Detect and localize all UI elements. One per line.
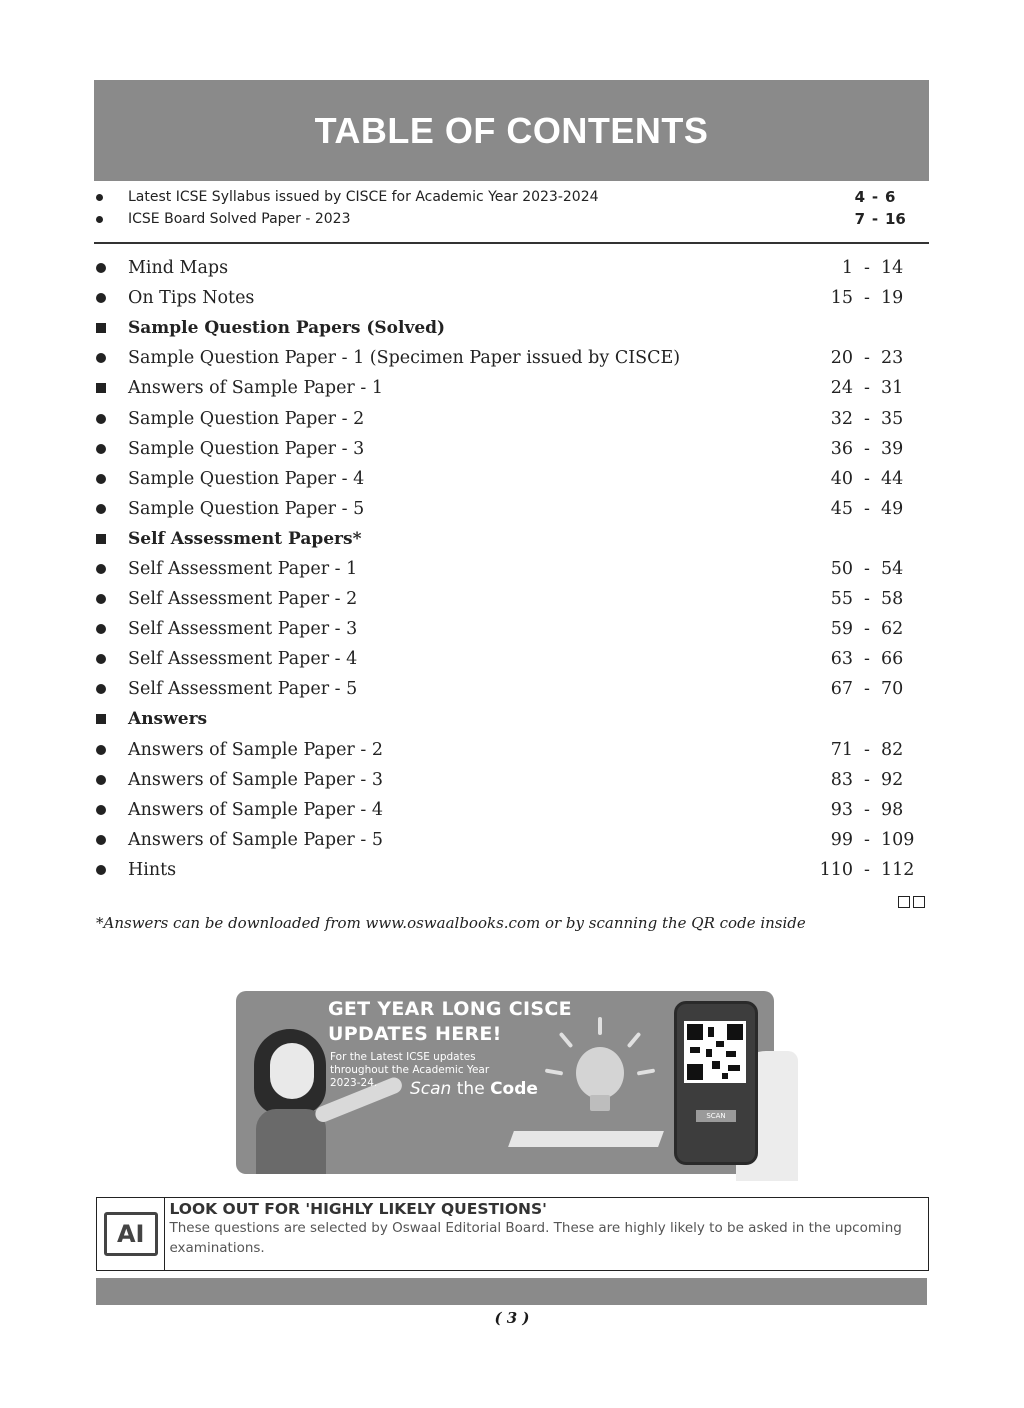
bullet-icon — [96, 594, 106, 604]
list-item[interactable] — [94, 343, 929, 373]
list-item[interactable] — [94, 765, 929, 795]
page-from: 15 — [830, 288, 853, 309]
page-from: 110 — [819, 859, 853, 880]
page-dash: - — [864, 408, 870, 429]
bullet-icon — [96, 865, 106, 875]
page-range — [809, 589, 925, 609]
title-banner — [94, 80, 929, 181]
item-label: Sample Question Paper - 3 — [128, 438, 365, 459]
ai-icon-cell — [97, 1198, 165, 1270]
girl-face-illustration — [270, 1043, 314, 1099]
page-from: 55 — [830, 589, 853, 610]
page-range — [809, 288, 925, 308]
item-label: Answers of Sample Paper - 5 — [128, 829, 383, 850]
light-ray-icon — [627, 1032, 642, 1048]
page-dash: - — [864, 619, 870, 640]
page-dash: - — [871, 188, 879, 206]
scan-button[interactable]: SCAN — [696, 1110, 736, 1122]
page-to: 49 — [881, 498, 904, 519]
page-range — [809, 649, 925, 669]
item-label: Sample Question Paper - 2 — [128, 408, 365, 429]
bullet-icon — [96, 805, 106, 815]
ai-text-cell — [165, 1198, 928, 1270]
list-item[interactable] — [94, 674, 929, 704]
page-from: 1 — [841, 258, 853, 279]
light-ray-icon — [637, 1068, 655, 1075]
page-from: 83 — [830, 769, 853, 790]
qr-code-icon[interactable] — [684, 1021, 746, 1083]
page-range — [809, 378, 925, 398]
page-to: 66 — [881, 649, 904, 670]
bullet-icon — [96, 263, 106, 273]
list-item[interactable] — [94, 494, 929, 524]
girl-body-illustration — [256, 1109, 326, 1174]
item-label: Sample Question Paper - 5 — [128, 498, 365, 519]
list-item[interactable] — [94, 554, 929, 584]
page-range — [809, 439, 925, 459]
section-heading[interactable] — [94, 704, 929, 734]
page-from: 40 — [830, 468, 853, 489]
page-to: 16 — [885, 210, 906, 228]
page-range — [809, 679, 925, 699]
list-item[interactable] — [94, 403, 929, 433]
section-heading[interactable] — [94, 313, 929, 343]
page-dash: - — [864, 468, 870, 489]
page-to: 44 — [881, 468, 904, 489]
end-mark-icon — [898, 896, 925, 908]
page-range — [835, 188, 915, 206]
page-dash: - — [864, 258, 870, 279]
list-item[interactable] — [94, 825, 929, 855]
list-item[interactable] — [94, 584, 929, 614]
item-label: Answers of Sample Paper - 1 — [128, 378, 383, 399]
footnote: *Answers can be downloaded from www.oswaalbooks.com or by scanning the QR code inside — [96, 914, 806, 932]
page-from: 4 — [854, 188, 865, 206]
ai-box-title: LOOK OUT FOR 'HIGHLY LIKELY QUESTIONS' — [169, 1200, 547, 1218]
page-to: 39 — [881, 438, 904, 459]
page-range — [809, 469, 925, 489]
ai-icon: AI — [104, 1212, 158, 1256]
page-to: 109 — [881, 829, 915, 850]
list-item[interactable] — [94, 735, 929, 765]
item-label: ICSE Board Solved Paper - 2023 — [128, 211, 351, 227]
item-label: Self Assessment Paper - 3 — [128, 619, 358, 640]
page-dash: - — [864, 589, 870, 610]
page-number: ( 3 ) — [494, 1309, 530, 1327]
the-word: the — [451, 1079, 491, 1099]
qr-promo-banner[interactable] — [236, 991, 774, 1174]
page-range — [809, 800, 925, 820]
page-to: 62 — [881, 619, 904, 640]
item-label: Answers of Sample Paper - 2 — [128, 739, 383, 760]
code-word: Code — [490, 1079, 538, 1099]
banner-headline — [328, 997, 572, 1047]
page-from: 24 — [830, 378, 853, 399]
ai-box-description: These questions are selected by Oswaal Editorial Board. These are highly likely to be asked in the upcoming examinations. — [169, 1220, 902, 1256]
list-item[interactable] — [94, 644, 929, 674]
bullet-icon — [96, 216, 103, 223]
item-label: On Tips Notes — [128, 288, 255, 309]
page-range — [809, 860, 925, 880]
square-bullet-icon — [96, 714, 106, 724]
page-from: 45 — [830, 498, 853, 519]
square-bullet-icon — [96, 534, 106, 544]
page-title: TABLE OF CONTENTS — [314, 109, 709, 151]
bullet-icon — [96, 745, 106, 755]
item-label: Self Assessment Paper - 4 — [128, 649, 358, 670]
banner-scan-text — [410, 1079, 538, 1099]
bullet-icon — [96, 474, 106, 484]
list-item[interactable] — [94, 855, 929, 885]
page-to: 14 — [881, 258, 904, 279]
page-dash: - — [864, 769, 870, 790]
page-dash: - — [871, 210, 879, 228]
scan-word: Scan — [410, 1079, 452, 1099]
page-from: 93 — [830, 799, 853, 820]
page-range — [809, 409, 925, 429]
bullet-icon — [96, 504, 106, 514]
page-to: 58 — [881, 589, 904, 610]
page-to: 31 — [881, 378, 904, 399]
banner-headline-line-1: GET YEAR LONG CISCE — [328, 998, 572, 1020]
banner-headline-line-2: UPDATES HERE! — [328, 1023, 502, 1045]
page-dash: - — [864, 679, 870, 700]
page-range — [809, 559, 925, 579]
item-label: Self Assessment Paper - 1 — [128, 558, 358, 579]
page-dash: - — [864, 378, 870, 399]
item-label: Answers of Sample Paper - 3 — [128, 769, 383, 790]
page-to: 82 — [881, 739, 904, 760]
item-label: Self Assessment Papers* — [128, 528, 362, 549]
item-label: Sample Question Paper - 1 (Specimen Paper issued by CISCE) — [128, 348, 681, 369]
item-label: Sample Question Paper - 4 — [128, 468, 365, 489]
banner-subtext: For the Latest ICSE updates throughout the Academic Year 2023-24. — [330, 1051, 490, 1089]
page-range — [835, 210, 915, 228]
page-dash: - — [864, 348, 870, 369]
page-range — [809, 619, 925, 639]
list-item[interactable] — [94, 186, 929, 208]
list-item[interactable] — [94, 253, 929, 283]
page-to: 35 — [881, 408, 904, 429]
footer-bar — [96, 1278, 927, 1305]
page-from: 63 — [830, 649, 853, 670]
page-range — [809, 348, 925, 368]
bullet-icon — [96, 835, 106, 845]
square-bullet-icon — [96, 323, 106, 333]
page-dash: - — [864, 859, 870, 880]
page-dash: - — [864, 288, 870, 309]
item-label: Mind Maps — [128, 258, 229, 279]
bullet-icon — [96, 624, 106, 634]
item-label: Answers of Sample Paper - 4 — [128, 799, 383, 820]
section-heading[interactable] — [94, 524, 929, 554]
lightbulb-icon — [576, 1047, 624, 1099]
open-book-icon — [508, 1131, 664, 1147]
page-from: 36 — [830, 438, 853, 459]
list-item[interactable] — [94, 614, 929, 644]
page-from: 59 — [830, 619, 853, 640]
item-label: Latest ICSE Syllabus issued by CISCE for Academic Year 2023-2024 — [128, 189, 599, 205]
top-contents-list — [94, 186, 929, 230]
bullet-icon — [96, 414, 106, 424]
page-to: 112 — [881, 859, 915, 880]
page-from: 99 — [830, 829, 853, 850]
page-to: 92 — [881, 769, 904, 790]
page-range — [809, 499, 925, 519]
page-dash: - — [864, 739, 870, 760]
list-item[interactable] — [94, 208, 929, 230]
bullet-icon — [96, 684, 106, 694]
page-from: 20 — [830, 348, 853, 369]
list-item[interactable] — [94, 283, 929, 313]
page-from: 7 — [854, 210, 865, 228]
item-label: Self Assessment Paper - 5 — [128, 679, 358, 700]
divider — [94, 242, 929, 244]
list-item[interactable] — [94, 434, 929, 464]
page-range — [809, 740, 925, 760]
bullet-icon — [96, 194, 103, 201]
bullet-icon — [96, 444, 106, 454]
page-from: 71 — [830, 739, 853, 760]
list-item[interactable] — [94, 795, 929, 825]
item-label: Answers — [128, 709, 208, 730]
contents-list — [94, 253, 929, 885]
page-to: 70 — [881, 679, 904, 700]
bullet-icon — [96, 654, 106, 664]
item-label: Sample Question Papers (Solved) — [128, 318, 446, 339]
page-to: 23 — [881, 348, 904, 369]
page-dash: - — [864, 799, 870, 820]
light-ray-icon — [545, 1068, 563, 1075]
page-dash: - — [864, 829, 870, 850]
light-ray-icon — [598, 1017, 602, 1035]
page-dash: - — [864, 438, 870, 459]
page-from: 67 — [830, 679, 853, 700]
bullet-icon — [96, 353, 106, 363]
page-from: 32 — [830, 408, 853, 429]
page-to: 98 — [881, 799, 904, 820]
item-label: Self Assessment Paper - 2 — [128, 589, 358, 610]
page-to: 54 — [881, 558, 904, 579]
bullet-icon — [96, 775, 106, 785]
page-dash: - — [864, 558, 870, 579]
page-dash: - — [864, 649, 870, 670]
bullet-icon — [96, 293, 106, 303]
highly-likely-questions-box — [96, 1197, 929, 1271]
page-to: 6 — [885, 188, 896, 206]
item-label: Hints — [128, 859, 177, 880]
list-item[interactable] — [94, 373, 929, 403]
page-range — [809, 258, 925, 278]
lightbulb-base-icon — [590, 1095, 610, 1111]
list-item[interactable] — [94, 464, 929, 494]
bullet-icon — [96, 564, 106, 574]
page-range — [809, 830, 925, 850]
page-dash: - — [864, 498, 870, 519]
page-range — [809, 770, 925, 790]
page-to: 19 — [881, 288, 904, 309]
page-from: 50 — [830, 558, 853, 579]
square-bullet-icon — [96, 383, 106, 393]
